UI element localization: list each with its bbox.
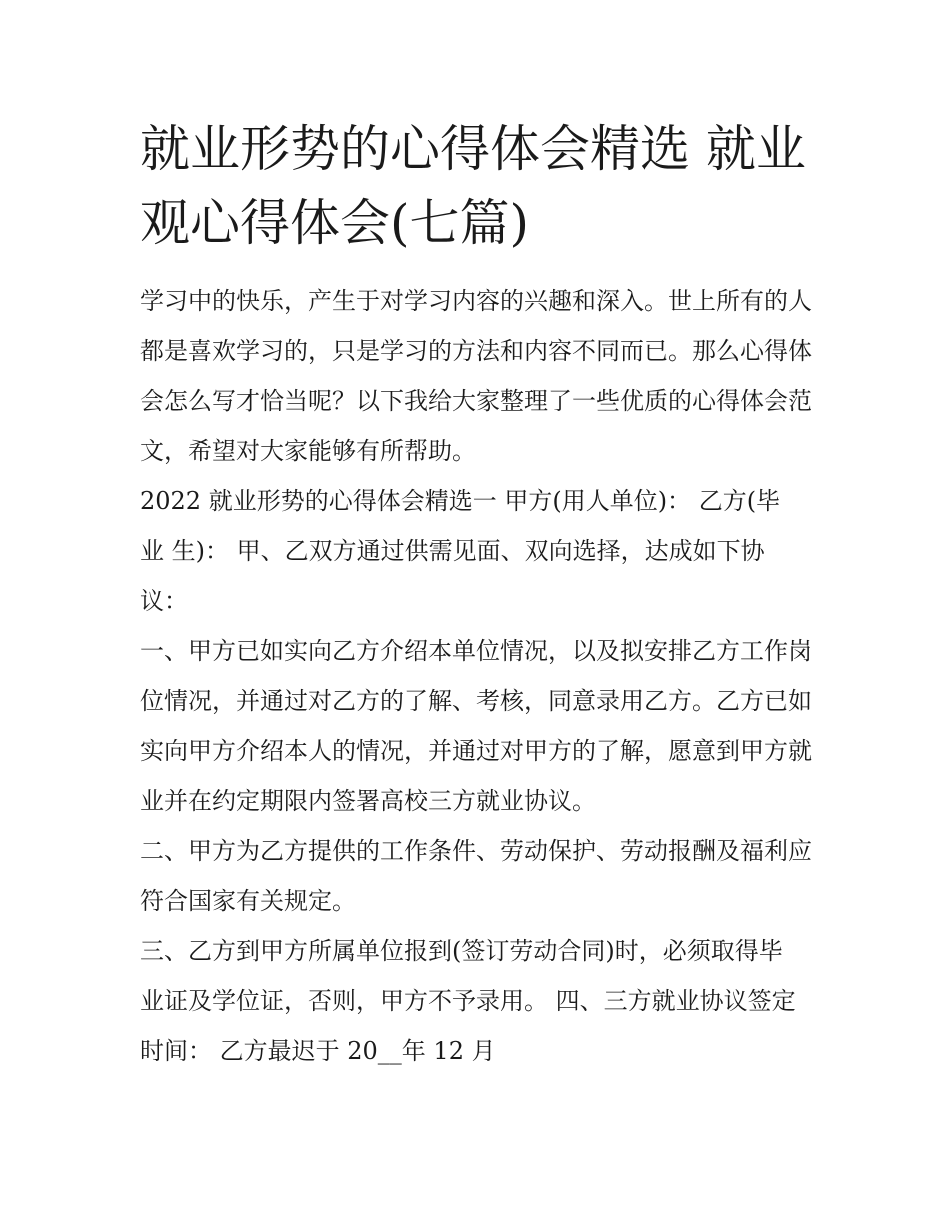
intro-paragraph: 学习中的快乐，产生于对学习内容的兴趣和深入。世上所有的人都是喜欢学习的，只是学习的方法和内容不同而已。那么心得体会怎么写才恰当呢？以下我给大家整理了一些优质的心得体会范文，希望对大家能够有所帮助。 [140,287,812,465]
clause-1-paragraph: 一、甲方已如实向乙方介绍本单位情况，以及拟安排乙方工作岗位情况，并通过对乙方的了解、考核，同意录用乙方。乙方已如实向甲方介绍本人的情况，并通过对甲方的了解，愿意到甲方就业并在约定期限内签署高校三方就业协议。 [140,637,812,815]
agreement-heading-paragraph: 2022 就业形势的心得体会精选一 甲方(用人单位)： 乙方(毕业 生)： 甲、乙双方通过供需见面、双向选择，达成如下协议： [140,487,781,615]
clause-3-paragraph: 三、乙方到甲方所属单位报到(签订劳动合同)时，必须取得毕业证及学位证，否则，甲方不予录用。 四、三方就业协议签定时间： 乙方最迟于 20__年 12 月 [140,937,796,1065]
document-title: 就业形势的心得体会精选 就业观心得体会(七篇) [140,120,806,252]
document-body [140,276,830,1076]
clause-2-paragraph: 二、甲方为乙方提供的工作条件、劳动保护、劳动报酬及福利应符合国家有关规定。 [140,837,812,915]
